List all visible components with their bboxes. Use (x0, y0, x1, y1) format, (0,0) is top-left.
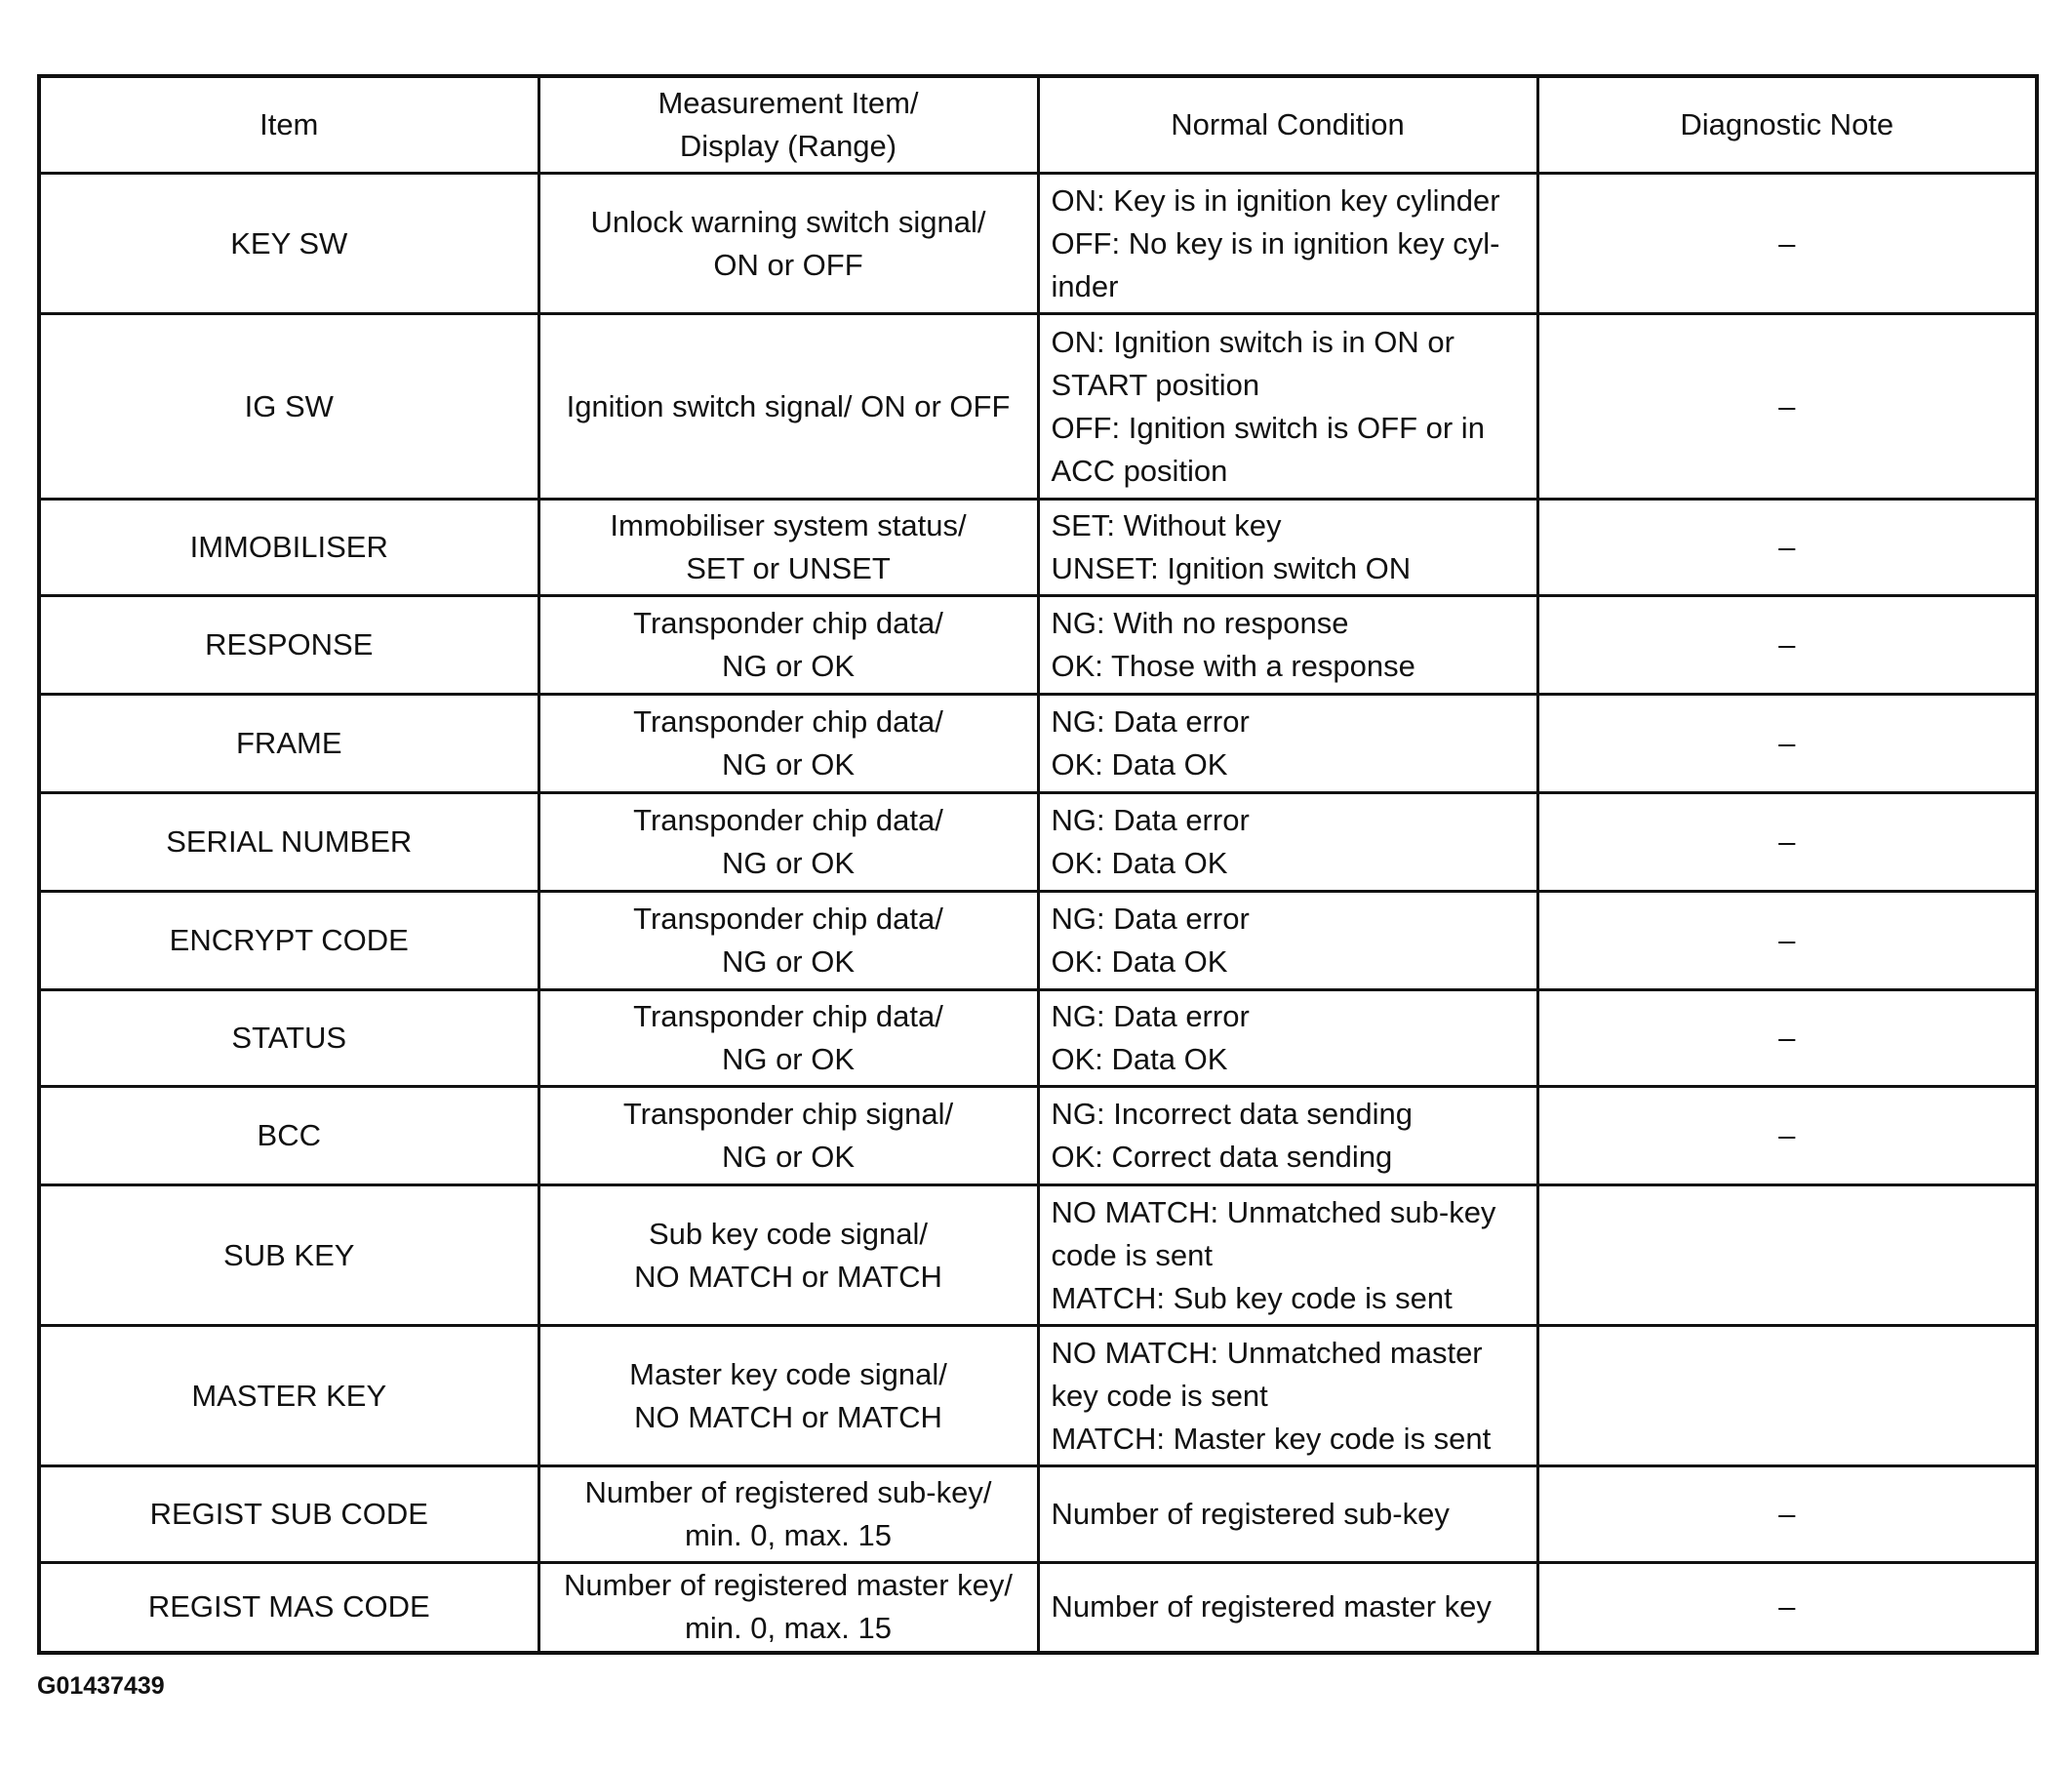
table-row (39, 695, 2037, 793)
cell-line: NG or OK (721, 846, 856, 880)
cell-item: IG SW (39, 314, 538, 500)
table-row (39, 990, 2037, 1087)
cell-line: Number of registered master key/ (563, 1568, 1013, 1603)
figure-id: G01437439 (37, 1672, 165, 1700)
table-row (39, 1087, 2037, 1185)
cell-diagnostic-note (1537, 1185, 2037, 1326)
cell-line: NO MATCH: Unmatched master (1051, 1335, 1483, 1370)
cell-normal-condition (1038, 174, 1537, 314)
cell-line: NG: Data error (1051, 803, 1250, 837)
cell-item: MASTER KEY (39, 1326, 538, 1466)
cell-diagnostic-note: – (1537, 1087, 2037, 1185)
cell-measurement (538, 793, 1038, 892)
cell-diagnostic-note: – (1537, 1563, 2037, 1653)
cell-diagnostic-note: – (1537, 596, 2037, 695)
cell-diagnostic-note: – (1537, 892, 2037, 990)
header-measurement-line: Display (Range) (679, 129, 897, 163)
cell-normal-condition (1038, 596, 1537, 695)
cell-measurement (538, 892, 1038, 990)
cell-line: Transponder chip data/ (633, 606, 943, 640)
cell-line: Transponder chip signal/ (622, 1097, 954, 1131)
cell-line: ON: Ignition switch is in ON or (1051, 324, 1454, 359)
table-row (39, 892, 2037, 990)
cell-line: NG or OK (721, 944, 856, 979)
cell-line: UNSET: Ignition switch ON (1051, 551, 1412, 585)
cell-line: MATCH: Sub key code is sent (1051, 1280, 1453, 1315)
cell-line: Master key code signal/ (629, 1356, 947, 1391)
cell-normal-condition (1038, 1563, 1537, 1653)
cell-line: Transponder chip data/ (633, 704, 943, 739)
cell-item: STATUS (39, 990, 538, 1087)
table-row (39, 1326, 2037, 1466)
cell-line: SET: Without key (1051, 508, 1282, 542)
cell-line: ACC position (1051, 453, 1228, 488)
cell-line: OK: Correct data sending (1051, 1140, 1393, 1174)
cell-item: BCC (39, 1087, 538, 1185)
cell-line: Transponder chip data/ (633, 803, 943, 837)
cell-measurement (538, 1326, 1038, 1466)
cell-line: OK: Data OK (1051, 1042, 1228, 1076)
data-monitor-table (37, 74, 2039, 1655)
cell-line: NO MATCH: Unmatched sub-key (1051, 1194, 1496, 1229)
cell-line: Sub key code signal/ (648, 1216, 929, 1251)
cell-normal-condition (1038, 793, 1537, 892)
cell-item: REGIST SUB CODE (39, 1466, 538, 1563)
cell-diagnostic-note: – (1537, 174, 2037, 314)
cell-normal-condition (1038, 1185, 1537, 1326)
cell-item: IMMOBILISER (39, 500, 538, 596)
cell-line: NO MATCH or MATCH (634, 1399, 942, 1434)
cell-line: NO MATCH or MATCH (634, 1259, 942, 1294)
table-row (39, 1563, 2037, 1653)
cell-line: NG: Data error (1051, 902, 1250, 936)
cell-line: OFF: No key is in ignition key cyl- (1051, 225, 1500, 261)
cell-diagnostic-note: – (1537, 990, 2037, 1087)
cell-line: NG: Data error (1051, 704, 1250, 739)
table-row (39, 500, 2037, 596)
cell-diagnostic-note: – (1537, 793, 2037, 892)
cell-item: REGIST MAS CODE (39, 1563, 538, 1653)
cell-line: OK: Data OK (1051, 747, 1228, 782)
cell-normal-condition (1038, 314, 1537, 500)
header-measurement (538, 76, 1038, 174)
cell-line: OFF: Ignition switch is OFF or in (1051, 410, 1485, 445)
cell-measurement (538, 500, 1038, 596)
cell-measurement (538, 990, 1038, 1087)
cell-line: ON or OFF (713, 247, 863, 282)
cell-line: NG or OK (721, 747, 856, 782)
cell-line: Transponder chip data/ (633, 999, 943, 1033)
cell-measurement (538, 174, 1038, 314)
cell-normal-condition (1038, 1326, 1537, 1466)
cell-line: inder (1051, 268, 1119, 303)
cell-line: key code is sent (1051, 1378, 1268, 1413)
cell-measurement (538, 596, 1038, 695)
cell-item: ENCRYPT CODE (39, 892, 538, 990)
cell-measurement (538, 314, 1038, 500)
cell-item: KEY SW (39, 174, 538, 314)
cell-measurement (538, 1087, 1038, 1185)
cell-line: code is sent (1051, 1237, 1213, 1272)
table-row (39, 1185, 2037, 1326)
cell-line: NG: Data error (1051, 999, 1250, 1033)
cell-line: Number of registered sub-key (1051, 1497, 1450, 1531)
cell-normal-condition (1038, 892, 1537, 990)
table-row (39, 314, 2037, 500)
cell-item: SERIAL NUMBER (39, 793, 538, 892)
cell-item: SUB KEY (39, 1185, 538, 1326)
cell-line: NG or OK (721, 1042, 856, 1076)
cell-diagnostic-note: – (1537, 1466, 2037, 1563)
cell-normal-condition (1038, 1466, 1537, 1563)
cell-line: Transponder chip data/ (633, 902, 943, 936)
cell-line: min. 0, max. 15 (685, 1518, 892, 1552)
cell-normal-condition (1038, 1087, 1537, 1185)
cell-measurement (538, 1185, 1038, 1326)
cell-line: OK: Data OK (1051, 846, 1228, 880)
cell-measurement (538, 695, 1038, 793)
cell-line: Number of registered sub-key/ (584, 1475, 992, 1509)
cell-normal-condition (1038, 990, 1537, 1087)
cell-line: OK: Data OK (1051, 944, 1228, 979)
table-row (39, 1466, 2037, 1563)
cell-line: NG: With no response (1051, 606, 1349, 640)
header-normal-condition: Normal Condition (1038, 76, 1537, 174)
cell-line: NG or OK (721, 649, 856, 683)
cell-diagnostic-note: – (1537, 500, 2037, 596)
cell-line: OK: Those with a response (1051, 649, 1415, 683)
cell-line: NG: Incorrect data sending (1051, 1097, 1413, 1131)
cell-diagnostic-note: – (1537, 314, 2037, 500)
table-header-row (39, 76, 2037, 174)
cell-line: MATCH: Master key code is sent (1051, 1421, 1492, 1456)
cell-diagnostic-note: – (1537, 695, 2037, 793)
cell-normal-condition (1038, 695, 1537, 793)
cell-line: Unlock warning switch signal/ (590, 204, 986, 239)
table-row (39, 174, 2037, 314)
cell-normal-condition (1038, 500, 1537, 596)
cell-line: SET or UNSET (686, 551, 891, 585)
cell-line: Number of registered master key (1051, 1589, 1492, 1625)
header-diagnostic-note: Diagnostic Note (1537, 76, 2037, 174)
header-measurement-line: Measurement Item/ (657, 86, 919, 120)
cell-measurement (538, 1466, 1038, 1563)
cell-diagnostic-note (1537, 1326, 2037, 1466)
cell-item: RESPONSE (39, 596, 538, 695)
cell-line: NG or OK (721, 1140, 856, 1174)
cell-line: START position (1051, 367, 1260, 402)
table-row (39, 793, 2037, 892)
table-body (39, 174, 2037, 1653)
header-item: Item (39, 76, 538, 174)
cell-line: ON: Key is in ignition key cylinder (1051, 182, 1500, 218)
cell-line: Immobiliser system status/ (610, 508, 967, 542)
table-row (39, 596, 2037, 695)
cell-line: Ignition switch signal/ ON or OFF (566, 388, 1011, 423)
cell-line: min. 0, max. 15 (685, 1611, 892, 1646)
cell-item: FRAME (39, 695, 538, 793)
cell-measurement (538, 1563, 1038, 1653)
